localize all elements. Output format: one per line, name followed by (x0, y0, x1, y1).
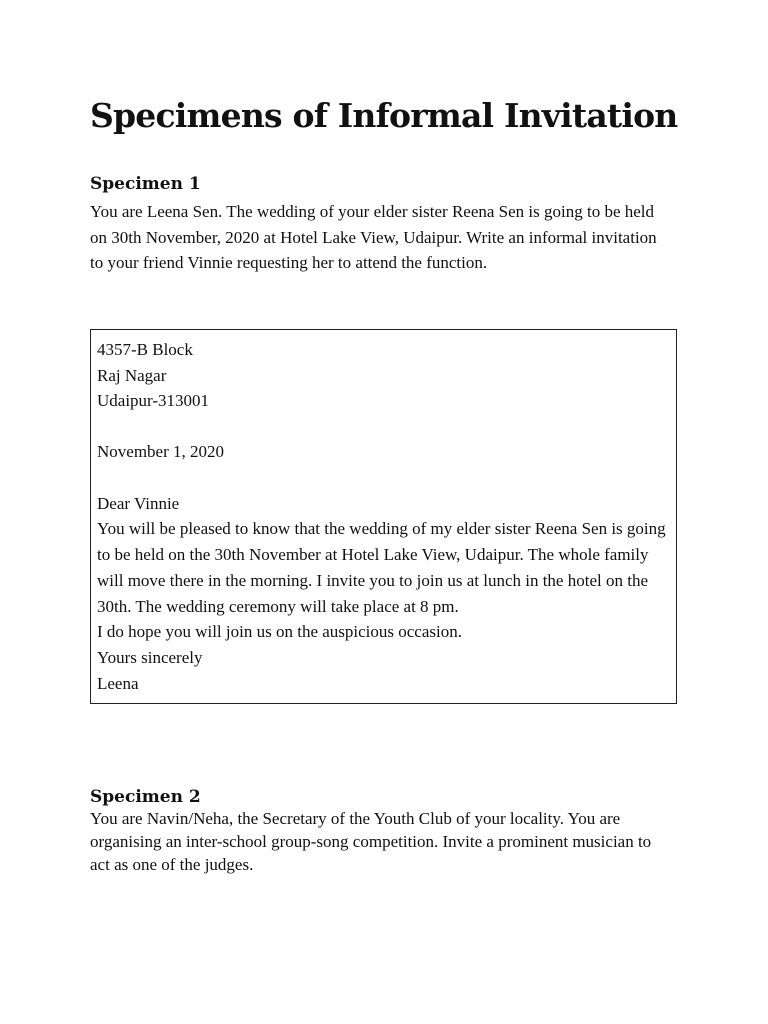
specimen-2-heading: Specimen 2 (90, 787, 201, 807)
address-line: Raj Nagar (97, 365, 167, 385)
spacer (97, 414, 670, 440)
letter-signature: Leena (97, 673, 139, 693)
specimen-1-heading: Specimen 1 (90, 174, 201, 194)
letter-salutation: Dear Vinnie (97, 493, 180, 513)
letter-body: You will be pleased to know that the wedding of my elder sister Reena Sen is going to be held on the 30th November at Hotel Lake View, Udaipur. The whole family will move there in the morning. I invite you to join us at lunch in the hotel on the 30th. The wedding ceremony will take place at 8 pm. (97, 519, 666, 616)
specimen-1-prompt: You are Leena Sen. The wedding of your elder sister Reena Sen is going to be held on 30th November, 2020 at Hotel Lake View, Udaipur. Write an informal invitation to your friend Vinnie requesting her to attend the function. (90, 202, 657, 272)
sample-letter-box (90, 329, 677, 704)
letter-sign-off: Yours sincerely (97, 647, 203, 667)
letter-date: November 1, 2020 (97, 442, 225, 462)
letter-closing-line: I do hope you will join us on the auspicious occasion. (97, 622, 462, 642)
address-line: 4357-B Block (97, 340, 193, 359)
spacer (97, 465, 670, 491)
specimen-2-prompt: You are Navin/Neha, the Secretary of the Youth Club of your locality. You are organising an inter-school group-song competition. Invite a prominent musician to act as one of the judges. (90, 809, 652, 874)
address-line: Udaipur-313001 (97, 391, 210, 411)
page-title: Specimens of Informal Invitation (90, 96, 678, 135)
